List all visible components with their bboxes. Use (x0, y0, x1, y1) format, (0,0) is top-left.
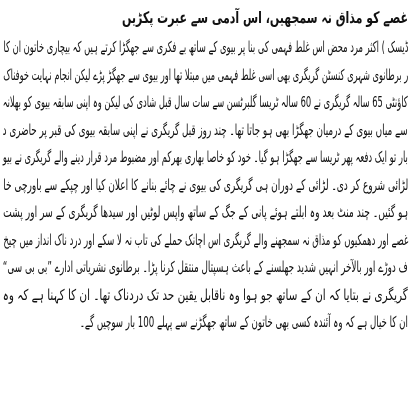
article-line (0, 281, 410, 309)
article-line-text: ان کا خیال ہے کہ وہ آئندہ کسی بھی خاتون کے ساتھ جھگڑنے سے پہلے 100 بار سوچیں گے۔ (80, 313, 408, 331)
article-line (0, 33, 410, 61)
article-line (0, 116, 410, 144)
article-line (0, 61, 410, 89)
article-line (0, 198, 410, 226)
article-line-text: لڑائی شروع کر دی۔ لڑائی کے دوران ہی گریگری کی بیوی نے چائے بنانے کا اعلان کیا اور چپکے سے باورچی خا (3, 175, 408, 194)
article (0, 3, 410, 336)
article-line (0, 226, 410, 254)
article-line (0, 143, 410, 171)
article-headline-text: غصے کو مذاق نہ سمجھیں، اس آدمی سے عبرت پکڑیں (122, 8, 408, 27)
article-last-line (0, 308, 410, 336)
article-headline (0, 3, 410, 33)
article-line-text: ف دوڑے اور بالآخر انہیں شدید جھلسنے کے باعث ہسپتال منتقل کرنا پڑا۔ برطانوی نشریاتی ادارے ”بی بی سی“ (3, 258, 408, 276)
article-line-text: ر برطانوی شہری کنسٹن گریگری بھی اسی غلط فہمی میں مبتلا تھا اور بیوی سے جھگڑ پڑے لیکن انجام نہایت خوفناک (3, 65, 408, 84)
article-line (0, 253, 410, 281)
article-line (0, 171, 410, 199)
article-line-text: کاؤنٹی 65 سالہ گریگری نے 60 سالہ ٹریسا گلبرٹسن سے سات سال قبل شادی کی لیکن وہ اپنی سابقہ بیوی کو بھلانہ (3, 93, 408, 111)
article-line-text: سے میاں بیوی کے درمیان جھگڑا بھی ہو جاتا تھا۔ چند روز قبل گریگری نے اپنی سابقہ بیوی کی قبر پر حاضری د (3, 120, 408, 139)
article-line (0, 88, 410, 116)
article-line-text: غصے اور دھمکیوں کو مذاق نہ سمجھنے والے گریگری اس اچانک حملے کی تاب نہ لا سکے اور درد ناک انداز میں چیخ (3, 230, 408, 249)
article-line-text: بار تو ایک دفعہ پھر ٹریسا سے جھگڑا ہو گیا۔ خود کو خاصا بھاری بھرکم اور مضبوط مرد قرار دینے والے گریگری نے بیو (3, 148, 408, 166)
article-line-text: گریگری نے بتایا کہ ان کے ساتھ جو ہوا وہ ناقابل یقین حد تک دردناک تھا۔ ان کا کہنا ہے کہ وہ (3, 285, 408, 304)
article-line-text: ڈیسک ) اکثر مرد محض اس غلط فہمی کی بنا پر بیوی کے ساتھ بے فکری سے جھگڑا کرتے ہیں کہ بیچاری خاتون ان کا (3, 38, 408, 56)
article-line-text: ہو گئیں۔ چند منٹ بعد وہ ابلتے ہوئے پانی کے جگ کے ساتھ واپس لوٹیں اور سیدھا گریگری کے سر اور پشت (3, 203, 408, 221)
